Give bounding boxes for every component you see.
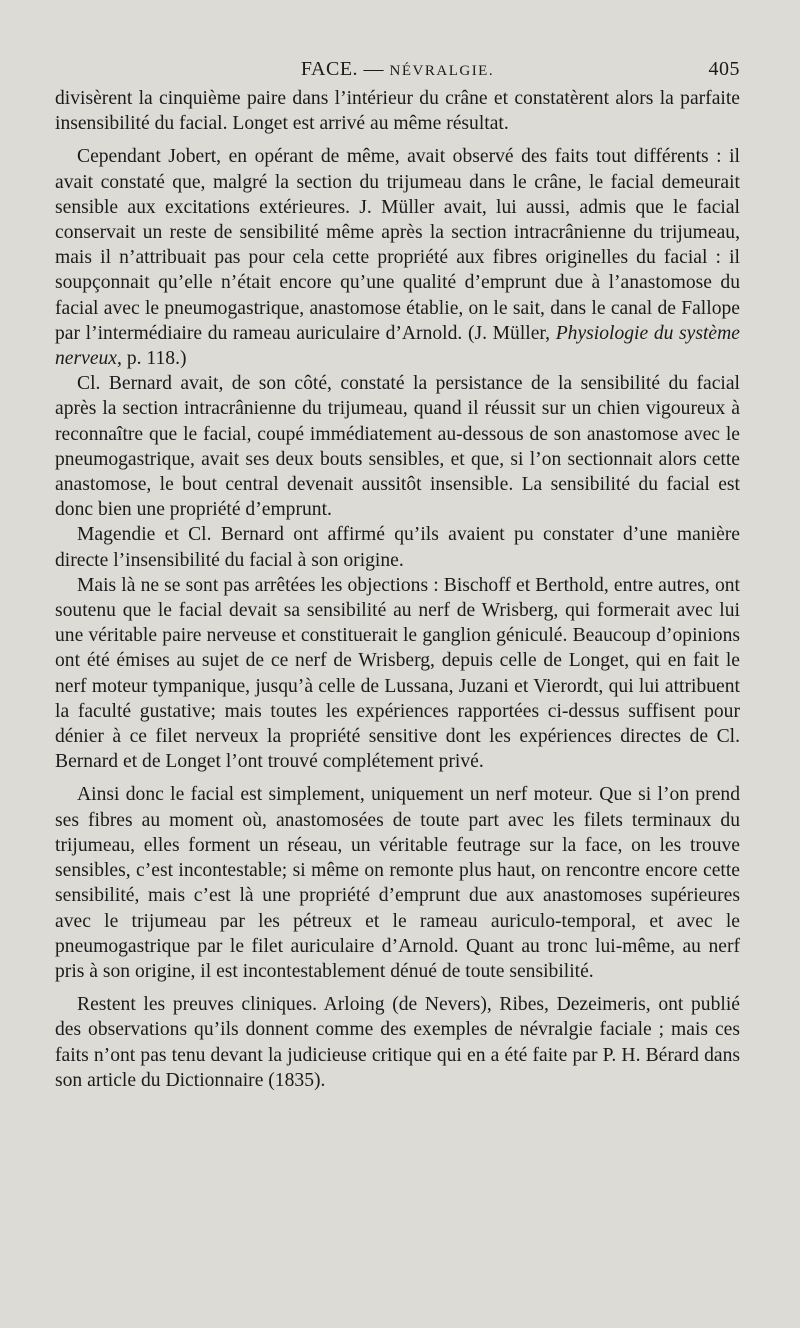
running-title-main: FACE. [300, 58, 359, 80]
paragraph-jobert-muller [55, 144, 740, 371]
running-title [55, 58, 740, 81]
citation-page: , p. 118.) [117, 348, 187, 370]
book-title-italic: Physiologie du système nerveux [55, 322, 740, 370]
paragraph-continuation: divisèrent la cinquième paire dans l’intérieur du crâne et constatèrent alors la parfaite insensibilité du facial. Longet est arrivé au même résultat. [55, 88, 740, 135]
paragraph-bernard: Cl. Bernard avait, de son côté, constaté la persistance de la sensibilité du facial après la section intracrânienne du trijumeau, quand il réussit sur un chien vigoureux à reconnaître que le facial, coupé immédiatement au-dessous de son anastomose avec le pneumogastrique, avait ses deux bouts sensibles, et que, si l’on sectionnait alors cette anastomose, le bout central devenait aussitôt insensible. La sensibilité du facial est donc bien une propriété d’emprunt. [55, 373, 740, 521]
paragraph-objections: Mais là ne se sont pas arrêtées les objections : Bischoff et Berthold, entre autres, ont soutenu que le facial devait sa sensibilité au nerf de Wrisberg, qui formerait avec lui une véritable paire nerveuse et constituerait le ganglion géniculé. Beaucoup d’opinions ont été émises au sujet de ce nerf de Wrisberg, depuis celle de Longet, qui en fait le nerf moteur tympanique, jusqu’à celle de Lussana, Juzani et Vierordt, qui lui attribuent la faculté gustative; mais toutes les expériences rapportées ci-dessus suffisent pour dénier à ce filet nerveux la propriété sensitive dont les expériences directes de Cl. Bernard et de Longet l’ont trouvé complétement privé. [55, 574, 740, 773]
paragraph-clinical-evidence: Restent les preuves cliniques. Arloing (de Nevers), Ribes, Dezeimeris, ont publié des observations qu’ils donnent comme des exemples de névralgie faciale ; mais ces faits n’ont pas tenu devant la judicieuse critique qui en a été faite par P. H. Bérard dans son article du Dictionnaire (1835). [55, 994, 740, 1091]
body-text [55, 86, 740, 1093]
running-head [55, 58, 740, 86]
paragraph-conclusion: Ainsi donc le facial est simplement, uniquement un nerf moteur. Que si l’on prend ses fibres au moment où, anastomosées de toute part avec les filets terminaux du trijumeau, elles forment un réseau, un véritable feutrage sur la face, on les trouve sensibles, c’est incontestable; si même on remonte plus haut, on rencontre encore cette sensibilité, mais c’est là une propriété d’emprunt due aux anastomoses supérieures avec le trijumeau par les pétreux et le rameau auriculo-temporal, et avec le pneumogastrique par le filet auriculaire d’Arnold. Quant au tronc lui-même, au nerf pris à son origine, il est incontestablement dénué de toute sensibilité. [55, 784, 740, 982]
running-title-sub: NÉVRALGIE. [389, 63, 495, 79]
page-number: 405 [708, 58, 740, 80]
paragraph-jobert-text: Cependant Jobert, en opérant de même, avait observé des faits tout différents : il avait constaté que, malgré la section du trijumeau dans le crâne, le facial demeurait sensible aux excitations extérieures. J. Müller avait, lui aussi, admis que le facial conservait un reste de sensibilité même après la section intracrânienne du trijumeau, mais il n’attribuait pas pour cela cette propriété aux fibres originelles du facial : il soupçonnait qu’elle n’était encore qu’une qualité d’emprunt due à l’anastomose du facial avec le pneumogastrique, anastomose établie, on le sait, dans le canal de Fallope par l’intermédiaire du rameau auriculaire d’Arnold. (J. Müller, [55, 146, 740, 344]
running-title-dash: — [358, 58, 390, 80]
paragraph-magendie: Magendie et Cl. Bernard ont affirmé qu’ils avaient pu constater d’une manière directe l’insensibilité du facial à son origine. [55, 524, 740, 571]
